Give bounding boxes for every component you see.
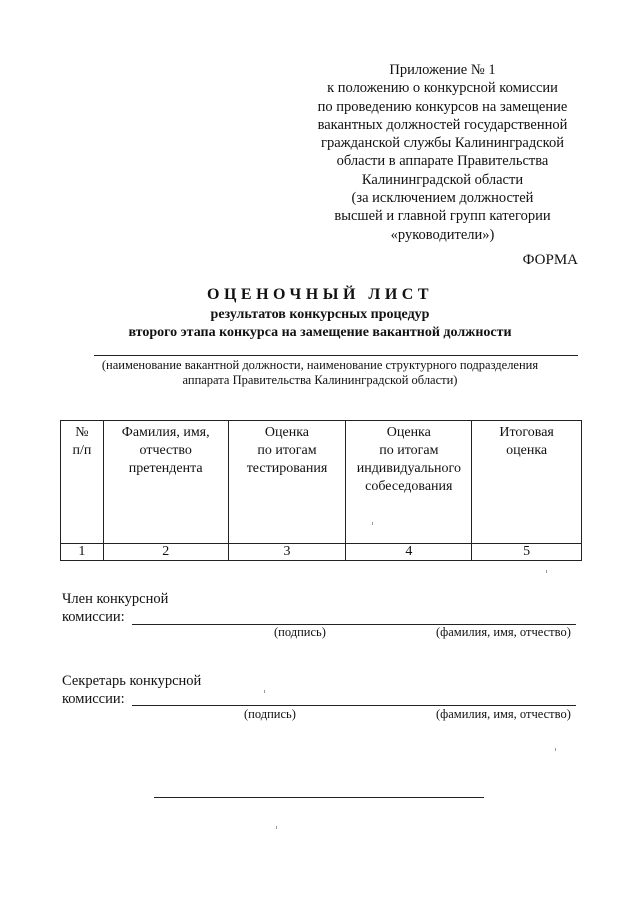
column-number-cell: 3: [228, 544, 346, 561]
header-line: оценка: [506, 443, 548, 458]
header-cell-testing-score: [228, 421, 346, 544]
header-line: Оценка: [264, 425, 310, 440]
header-line: индивидуального: [356, 461, 461, 476]
header-line: претендента: [128, 461, 203, 476]
appendix-line: по проведению конкурсов на замещение: [317, 98, 568, 115]
scan-speck: [555, 748, 556, 751]
secretary-signature-block: [62, 672, 201, 708]
scan-speck: [372, 522, 373, 525]
bottom-separator-line: [154, 797, 484, 798]
appendix-line: высшей и главной групп категории: [334, 208, 551, 225]
header-line: отчество: [139, 443, 192, 458]
header-line: Итоговая: [499, 425, 554, 440]
scan-speck: [264, 690, 265, 693]
appendix-line: к положению о конкурсной комиссии: [327, 80, 558, 97]
header-cell-name: [103, 421, 228, 544]
header-line: Фамилия, имя,: [121, 425, 210, 440]
secretary-name-caption: (фамилия, имя, отчество): [436, 707, 571, 721]
appendix-block: [300, 61, 585, 244]
document-title: ОЦЕНОЧНЫЙ ЛИСТ: [207, 286, 433, 303]
subtitle-line: результатов конкурсных процедур: [210, 307, 430, 322]
subtitle-line: второго этапа конкурса на замещение вакантной должности: [128, 325, 512, 340]
position-note: [0, 358, 640, 388]
appendix-line: гражданской службы Калининградской: [321, 135, 564, 152]
document-subtitle: [0, 306, 640, 342]
column-number-cell: 1: [61, 544, 104, 561]
member-signature-block: [62, 590, 168, 626]
secretary-label-line: Секретарь конкурсной: [62, 673, 202, 689]
member-label-line: комиссии:: [62, 609, 125, 625]
scan-speck: [276, 826, 277, 829]
member-name-caption: (фамилия, имя, отчество): [436, 625, 571, 639]
member-label-line: Член конкурсной: [62, 591, 169, 607]
evaluation-table: [60, 420, 582, 561]
appendix-line: области в аппарате Правительства: [336, 153, 549, 170]
header-line: тестирования: [246, 461, 328, 476]
header-line: по итогам: [257, 443, 317, 458]
member-signature-caption: (подпись): [274, 625, 326, 639]
column-number-cell: 2: [103, 544, 228, 561]
column-number-cell: 4: [346, 544, 472, 561]
form-label: ФОРМА: [522, 252, 578, 268]
header-cell-interview-score: [346, 421, 472, 544]
position-note-line: аппарата Правительства Калининградской области): [182, 373, 458, 387]
appendix-line: (за исключением должностей: [351, 190, 534, 207]
secretary-label-line: комиссии:: [62, 691, 125, 707]
position-note-line: (наименование вакантной должности, наименование структурного подразделения: [101, 358, 539, 372]
appendix-line: Приложение № 1: [389, 62, 496, 78]
table-header-row: [61, 421, 582, 544]
header-line: собеседования: [365, 479, 453, 494]
header-line: №: [75, 425, 89, 440]
appendix-line: «руководители»): [390, 226, 495, 243]
header-line: Оценка: [386, 425, 431, 440]
header-cell-final-score: [472, 421, 582, 544]
table-row: [61, 544, 582, 561]
column-number-cell: 5: [472, 544, 582, 561]
header-line: п/п: [72, 443, 92, 458]
appendix-line: вакантных должностей государственной: [317, 116, 568, 133]
appendix-line: Калининградской области: [361, 171, 524, 188]
header-line: по итогам: [379, 443, 439, 458]
scan-speck: [546, 570, 547, 573]
secretary-signature-line: [132, 705, 576, 706]
header-cell-number: [61, 421, 104, 544]
secretary-signature-caption: (подпись): [244, 707, 296, 721]
position-fill-line: [94, 355, 578, 356]
